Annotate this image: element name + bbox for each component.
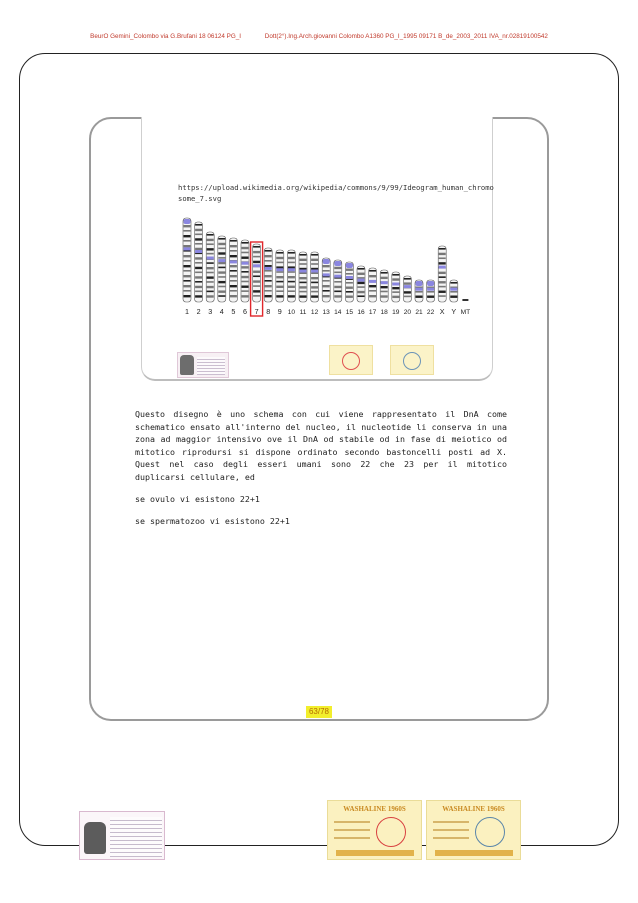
- chromosome-15: [345, 262, 353, 316]
- chromosome-17: [369, 268, 377, 316]
- seal-text-line: [334, 837, 370, 839]
- body-line-spermatozoo: se spermatozoo vi esistono 22+1: [135, 515, 290, 526]
- body-paragraph: Questo disegno è uno schema con cui viene rappresentato il DnA come schematico ensato all'interno del nucleo, il nucleotide li conserva in una zona ad maggior intensivo ove il DnA od stabile od in fase di meiotico od mitotico riprodursi si dispone ordinato secondo bastoncelli posti ad X. Quest nel caso degli esseri umani sono 22 che 23 per il mitotico duplicarsi cellulare, ed: [135, 409, 507, 482]
- chromosome-4: [218, 236, 226, 316]
- chromosome-label: 6: [243, 307, 247, 316]
- chromosome-label: 20: [403, 309, 412, 316]
- chromosome-8: [264, 248, 272, 316]
- chromosome-6: [241, 240, 249, 316]
- chromosome-label: 14: [334, 309, 342, 316]
- chromosome-MT: [461, 299, 471, 316]
- chromosome-2: [195, 222, 203, 316]
- seal-strip: [336, 850, 414, 856]
- chromosome-3: [206, 232, 214, 316]
- stamp-text-lines: [110, 817, 162, 857]
- chromosome-7: [251, 242, 263, 316]
- chromosome-label: 8: [266, 307, 271, 316]
- chromosome-label: 2: [196, 307, 201, 316]
- chromosome-label: 11: [299, 309, 307, 316]
- photo-id-stamp: [79, 811, 165, 860]
- chromosome-label: 21: [415, 309, 423, 316]
- seal-title: WASHALINE 1960S: [442, 805, 505, 813]
- chromosome-14: [334, 260, 342, 316]
- document-header: [0, 33, 638, 40]
- body-text-block: [135, 408, 507, 527]
- chromosome-label: 17: [368, 309, 377, 316]
- chromosome-label: Y: [451, 307, 457, 316]
- chromosome-16: [357, 266, 365, 316]
- page-number-badge: 63/78: [306, 706, 332, 718]
- chromosome-label: X: [439, 307, 445, 316]
- chromosome-label: 4: [219, 307, 224, 316]
- chromosome-label: MT: [460, 309, 471, 316]
- chromosome-20: [403, 276, 411, 316]
- chromosome-1: [183, 218, 191, 316]
- chromosome-label: 12: [310, 309, 319, 316]
- chromosome-21: [415, 280, 423, 316]
- seal-text-line: [334, 829, 370, 831]
- chromosome-label: 1: [185, 307, 189, 316]
- seal-ring: [376, 817, 406, 847]
- seal-ring: [475, 817, 505, 847]
- seal-stamp-small-left: [329, 345, 373, 375]
- chromosome-9: [276, 250, 284, 316]
- chromosome-Y: [450, 280, 458, 316]
- header-left-text: BeurO Gemini_Colombo via G.Brufani 18 06124 PG_I: [90, 33, 242, 40]
- chromosome-label: 19: [392, 309, 400, 316]
- body-line-ovulo: se ovulo vi esistono 22+1: [135, 494, 260, 504]
- chromosome-label: 18: [380, 309, 388, 316]
- seal-text-line: [433, 837, 469, 839]
- chromosome-ideogram: [178, 210, 478, 320]
- seal-text-line: [433, 829, 469, 831]
- header-right-text: Dott(2°).Ing.Arch.giovanni Colombo A1360 PG_I_1995 09171 B_de_2003_2011 IVA_nr.02819100542: [264, 33, 548, 40]
- chromosome-label: 3: [208, 307, 213, 316]
- portrait-photo: [180, 355, 194, 375]
- chromosome-label: 7: [254, 307, 259, 316]
- seal-stamp-right: [426, 800, 521, 860]
- seal-title: WASHALINE 1960S: [343, 805, 406, 813]
- seal-text-line: [433, 821, 469, 823]
- chromosome-10: [287, 250, 295, 316]
- chromosome-label: 16: [357, 309, 365, 316]
- figure-source-url[interactable]: https://upload.wikimedia.org/wikipedia/commons/9/99/Ideogram_human_chromosome_7.svg: [178, 183, 494, 203]
- seal-stamp-small-right: [390, 345, 434, 375]
- photo-id-stamp-small: [177, 352, 229, 378]
- portrait-photo: [84, 822, 106, 854]
- chromosome-18: [380, 270, 388, 316]
- chromosome-label: 5: [231, 307, 236, 316]
- chromosome-22: [427, 280, 435, 316]
- stamp-text-lines: [197, 357, 225, 375]
- chromosome-label: 13: [322, 309, 330, 316]
- chromosome-X: [438, 246, 446, 316]
- chromosome-12: [311, 252, 319, 316]
- chromosome-19: [392, 272, 400, 316]
- chromosome-13: [322, 258, 330, 316]
- chromosome-label: 10: [287, 309, 296, 316]
- chromosome-label: 22: [426, 309, 435, 316]
- chromosome-label: 9: [277, 307, 282, 316]
- seal-text-line: [334, 821, 370, 823]
- seal-ring: [403, 352, 421, 370]
- chromosome-11: [299, 252, 307, 316]
- seal-ring: [342, 352, 360, 370]
- seal-strip: [435, 850, 513, 856]
- chromosome-label: 15: [345, 309, 354, 316]
- chromosome-5: [229, 238, 237, 316]
- seal-stamp-left: [327, 800, 422, 860]
